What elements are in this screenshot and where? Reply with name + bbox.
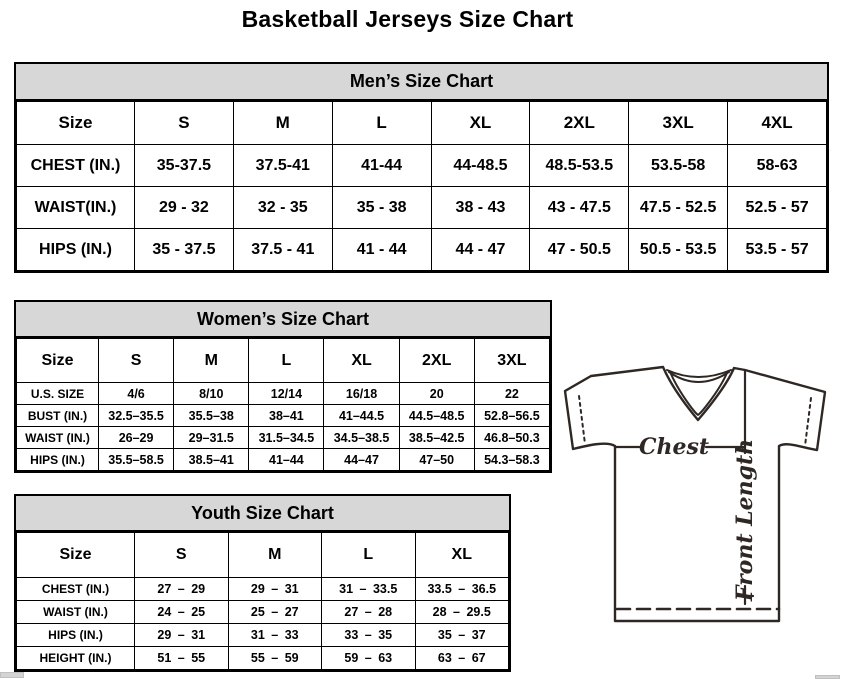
column-header: S: [135, 102, 234, 145]
table-row: [17, 578, 509, 601]
size-value: 34.5–38.5: [324, 427, 399, 449]
row-label: WAIST(IN.): [17, 187, 135, 229]
size-header-row: [17, 102, 827, 145]
size-value: 32.5–35.5: [99, 405, 174, 427]
row-label: HIPS (IN.): [17, 229, 135, 271]
vertical-scrollbar-fragment-right[interactable]: [815, 675, 840, 679]
size-value: 43 - 47.5: [530, 187, 629, 229]
size-value: 35-37.5: [135, 145, 234, 187]
size-value: 32 - 35: [233, 187, 332, 229]
size-value: 41 - 44: [332, 229, 431, 271]
column-header: S: [135, 533, 229, 578]
right-cuff-dashed-seam: [805, 398, 811, 446]
womens-chart-grid: [16, 338, 550, 471]
page-title: Basketball Jerseys Size Chart: [241, 6, 574, 32]
youth-chart-grid: [16, 532, 509, 670]
size-value: 33 – 35: [322, 624, 416, 647]
size-value: 22: [474, 383, 549, 405]
table-row: [17, 383, 550, 405]
size-value: 38–41: [249, 405, 324, 427]
column-header: XL: [431, 102, 530, 145]
table-row: [17, 427, 550, 449]
row-label: WAIST (IN.): [17, 427, 99, 449]
table-row: [17, 449, 550, 471]
row-label: HEIGHT (IN.): [17, 647, 135, 670]
size-value: 54.3–58.3: [474, 449, 549, 471]
size-value: 35 – 37: [415, 624, 509, 647]
size-value: 47–50: [399, 449, 474, 471]
size-value: 38 - 43: [431, 187, 530, 229]
row-label: U.S. SIZE: [17, 383, 99, 405]
size-value: 29–31.5: [174, 427, 249, 449]
row-label: HIPS (IN.): [17, 624, 135, 647]
size-value: 55 – 59: [228, 647, 322, 670]
size-value: 26–29: [99, 427, 174, 449]
column-header: 2XL: [530, 102, 629, 145]
table-row: [17, 187, 827, 229]
size-value: 52.8–56.5: [474, 405, 549, 427]
youth-chart-title: Youth Size Chart: [16, 496, 509, 532]
size-value: 52.5 - 57: [728, 187, 827, 229]
size-value: 53.5 - 57: [728, 229, 827, 271]
jersey-measurement-diagram: [555, 358, 843, 670]
size-value: 35 - 38: [332, 187, 431, 229]
column-header: XL: [324, 339, 399, 383]
column-header: 4XL: [728, 102, 827, 145]
size-value: 31.5–34.5: [249, 427, 324, 449]
size-value: 29 - 32: [135, 187, 234, 229]
column-header: L: [249, 339, 324, 383]
column-header: L: [322, 533, 416, 578]
mens-chart-grid: [16, 101, 827, 271]
column-header: 3XL: [474, 339, 549, 383]
front-length-label: Front Length: [732, 438, 758, 602]
size-value: 44-48.5: [431, 145, 530, 187]
size-value: 63 – 67: [415, 647, 509, 670]
horizontal-scrollbar-fragment-left[interactable]: [0, 672, 24, 678]
column-header: S: [99, 339, 174, 383]
table-row: [17, 229, 827, 271]
row-label: CHEST (IN.): [17, 145, 135, 187]
row-label: WAIST (IN.): [17, 601, 135, 624]
column-header: M: [233, 102, 332, 145]
size-value: 29 – 31: [228, 578, 322, 601]
size-value: 44–47: [324, 449, 399, 471]
mens-size-chart: [14, 62, 829, 273]
size-value: 4/6: [99, 383, 174, 405]
size-value: 44.5–48.5: [399, 405, 474, 427]
size-value: 48.5-53.5: [530, 145, 629, 187]
size-value: 41–44: [249, 449, 324, 471]
size-value: 28 – 29.5: [415, 601, 509, 624]
youth-size-chart: [14, 494, 511, 672]
size-header-row: [17, 339, 550, 383]
table-row: [17, 647, 509, 670]
size-value: 8/10: [174, 383, 249, 405]
chest-label: Chest: [638, 434, 710, 460]
size-value: 59 – 63: [322, 647, 416, 670]
table-row: [17, 405, 550, 427]
size-value: 37.5 - 41: [233, 229, 332, 271]
mens-chart-title: Men’s Size Chart: [16, 64, 827, 101]
column-header: Size: [17, 102, 135, 145]
left-cuff-dashed-seam: [579, 396, 585, 444]
table-row: [17, 145, 827, 187]
column-header: 2XL: [399, 339, 474, 383]
size-value: 29 – 31: [135, 624, 229, 647]
size-value: 46.8–50.3: [474, 427, 549, 449]
size-value: 31 – 33.5: [322, 578, 416, 601]
column-header: M: [174, 339, 249, 383]
column-header: Size: [17, 339, 99, 383]
size-value: 41-44: [332, 145, 431, 187]
size-value: 51 – 55: [135, 647, 229, 670]
column-header: M: [228, 533, 322, 578]
size-value: 12/14: [249, 383, 324, 405]
size-value: 33.5 – 36.5: [415, 578, 509, 601]
size-value: 44 - 47: [431, 229, 530, 271]
jersey-diagram-svg: [555, 358, 843, 670]
jersey-outline: [565, 367, 825, 621]
size-value: 47 - 50.5: [530, 229, 629, 271]
size-value: 35.5–58.5: [99, 449, 174, 471]
size-value: 25 – 27: [228, 601, 322, 624]
column-header: 3XL: [629, 102, 728, 145]
size-value: 37.5-41: [233, 145, 332, 187]
table-row: [17, 624, 509, 647]
size-value: 20: [399, 383, 474, 405]
row-label: HIPS (IN.): [17, 449, 99, 471]
size-value: 38.5–42.5: [399, 427, 474, 449]
column-header: Size: [17, 533, 135, 578]
size-value: 50.5 - 53.5: [629, 229, 728, 271]
row-label: CHEST (IN.): [17, 578, 135, 601]
size-value: 35.5–38: [174, 405, 249, 427]
womens-size-chart: [14, 300, 552, 473]
column-header: XL: [415, 533, 509, 578]
womens-chart-title: Women’s Size Chart: [16, 302, 550, 338]
size-value: 27 – 29: [135, 578, 229, 601]
column-header: L: [332, 102, 431, 145]
size-value: 47.5 - 52.5: [629, 187, 728, 229]
size-value: 16/18: [324, 383, 399, 405]
size-value: 27 – 28: [322, 601, 416, 624]
size-value: 35 - 37.5: [135, 229, 234, 271]
size-header-row: [17, 533, 509, 578]
row-label: BUST (IN.): [17, 405, 99, 427]
size-value: 58-63: [728, 145, 827, 187]
size-value: 53.5-58: [629, 145, 728, 187]
size-value: 38.5–41: [174, 449, 249, 471]
size-value: 41–44.5: [324, 405, 399, 427]
size-value: 31 – 33: [228, 624, 322, 647]
table-row: [17, 601, 509, 624]
size-value: 24 – 25: [135, 601, 229, 624]
